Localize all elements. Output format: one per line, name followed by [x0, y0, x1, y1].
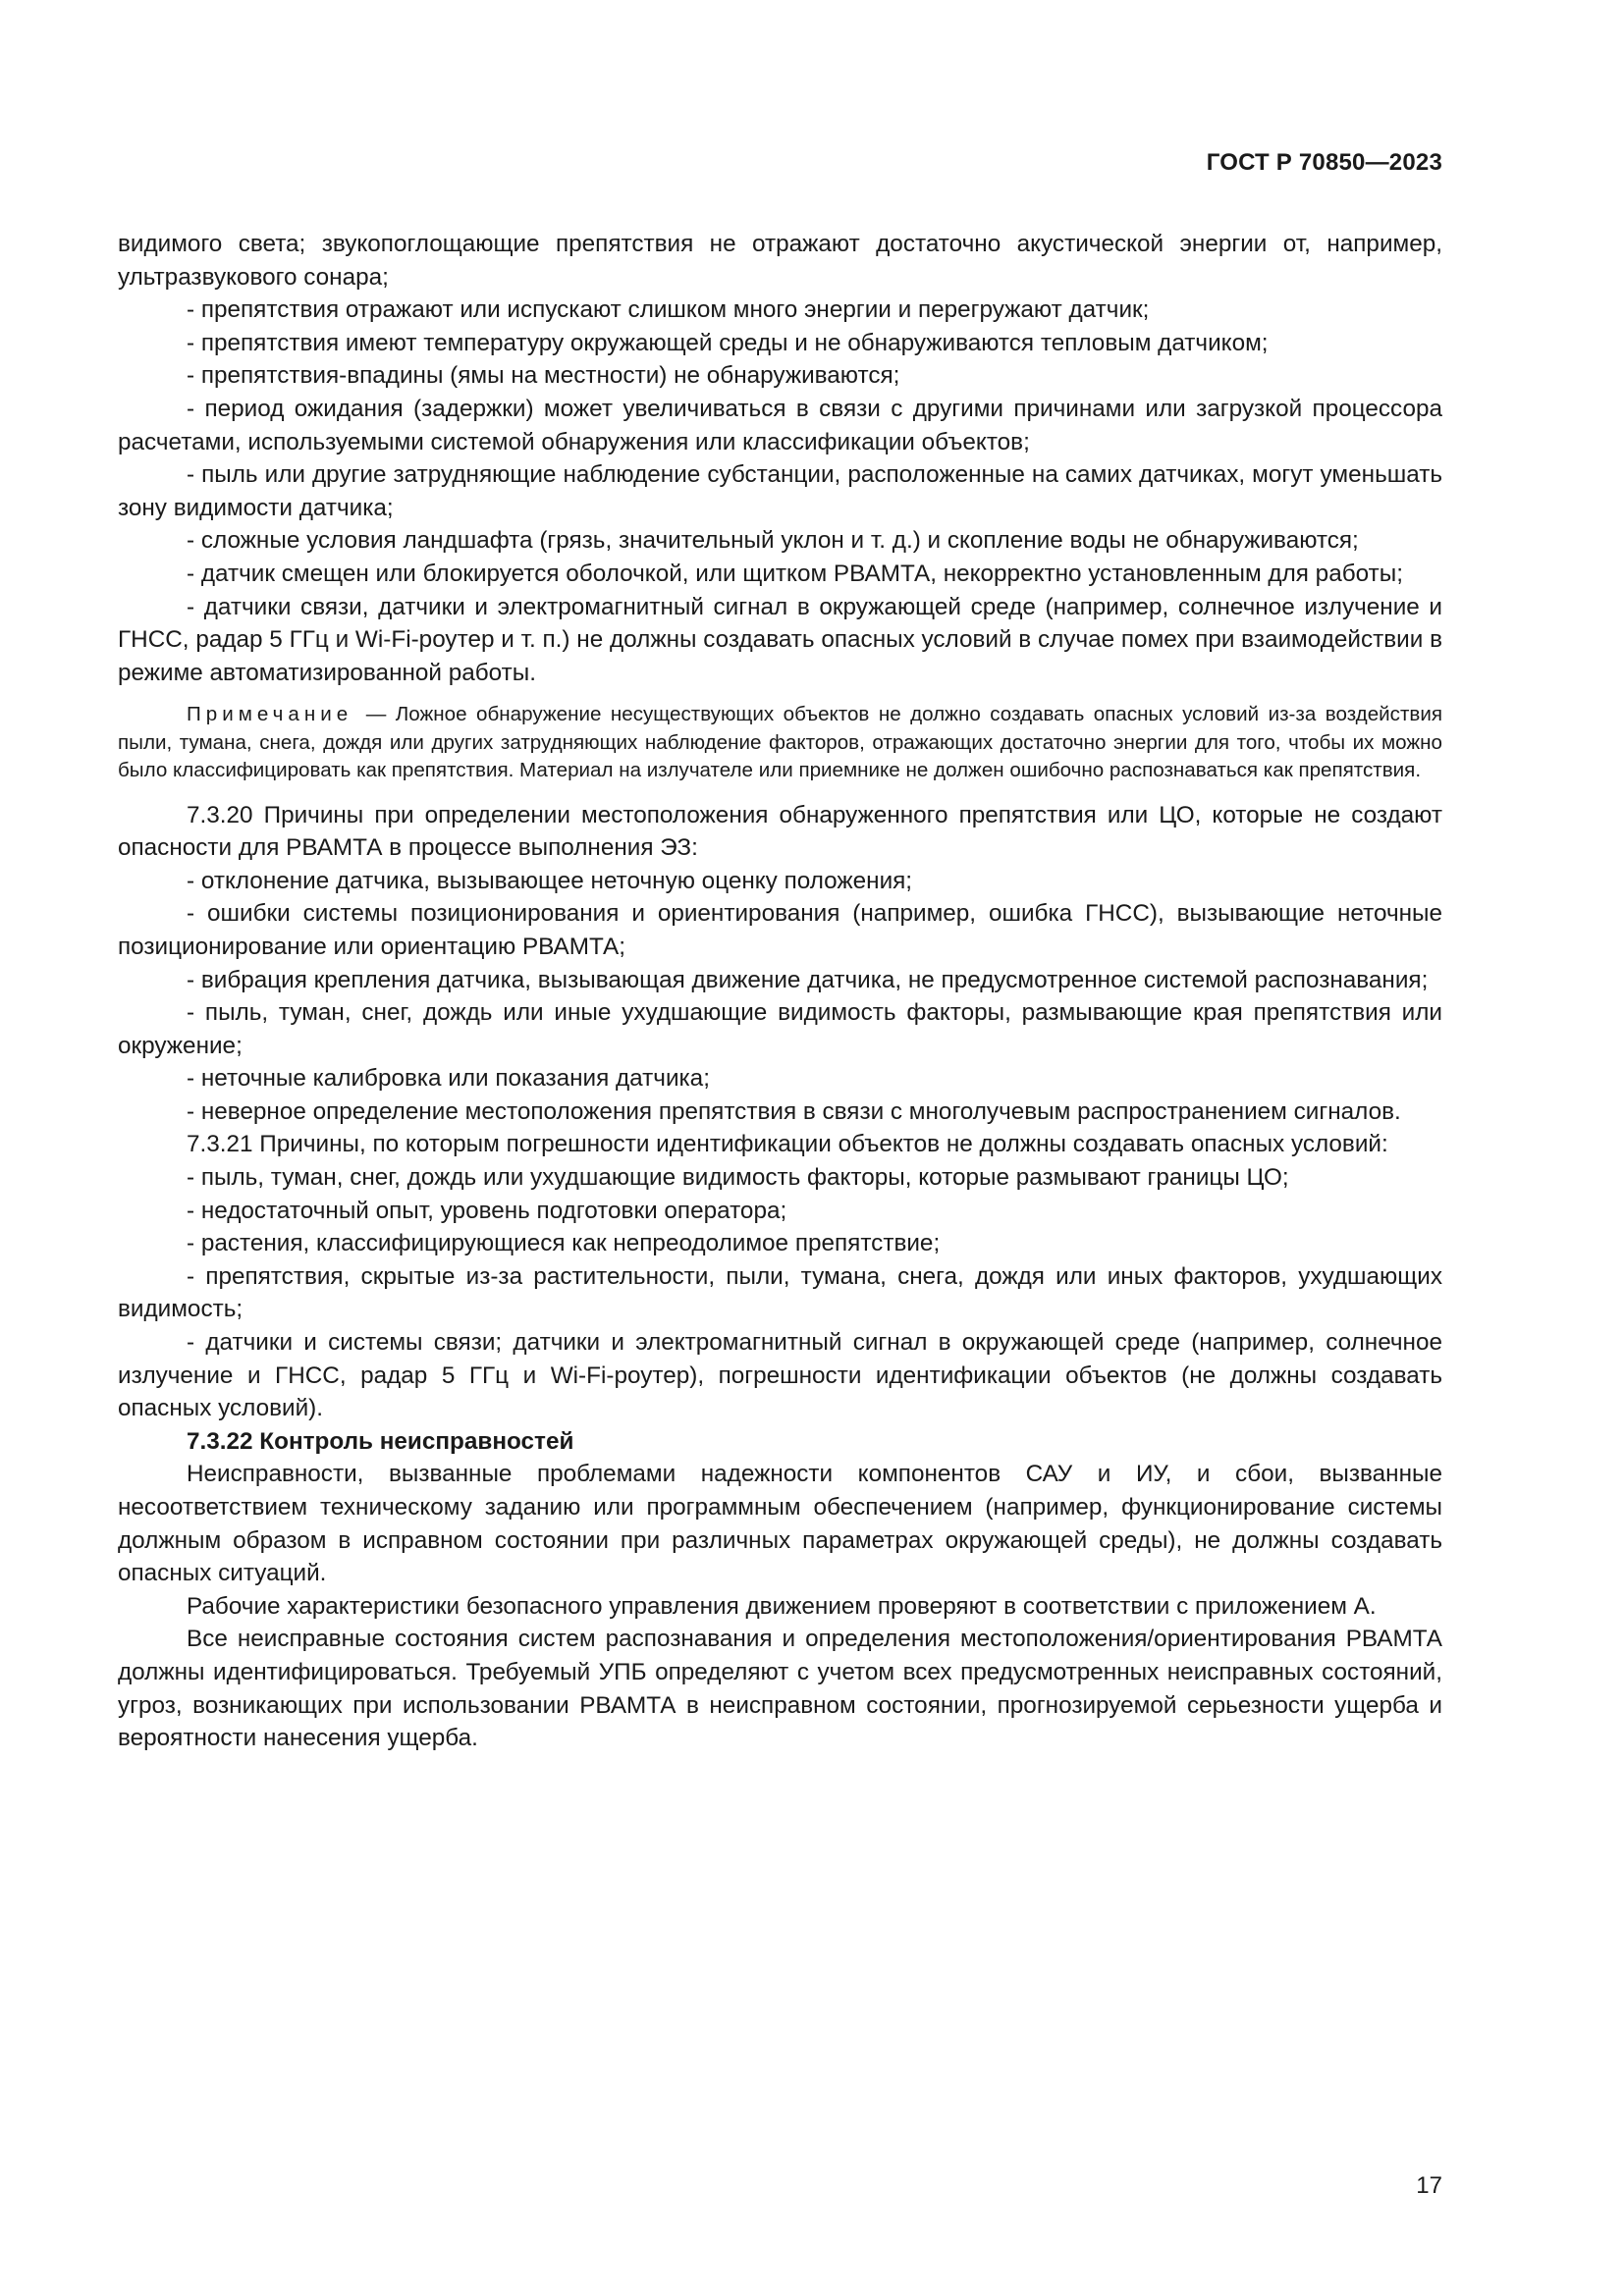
list-item: - недостаточный опыт, уровень подготовки оператора;: [187, 1197, 787, 1224]
list-item: - ошибки системы позиционирования и ориентирования (например, ошибка ГНСС), вызывающие неточные позиционирование или ориентацию РВАМТА;: [118, 900, 1442, 960]
page-number: 17: [1416, 2172, 1442, 2199]
list-item: - препятствия-впадины (ямы на местности) не обнаруживаются;: [187, 362, 900, 390]
section-heading: 7.3.22 Контроль неисправностей: [187, 1427, 574, 1455]
note: [118, 701, 1442, 784]
list-item: - пыль или другие затрудняющие наблюдение субстанции, расположенные на самих датчиках, могут уменьшать зону видимости датчика;: [118, 461, 1442, 521]
paragraph: видимого света; звукопоглощающие препятствия не отражают достаточно акустической энергии от, например, ультразвукового сонара;: [118, 231, 1442, 291]
list-item: - растения, классифицирующиеся как непреодолимое препятствие;: [187, 1230, 941, 1257]
page-body: [118, 228, 1442, 1755]
list-item: - неверное определение местоположения препятствия в связи с многолучевым распространением сигналов.: [187, 1097, 1401, 1125]
list-item: - период ожидания (задержки) может увеличиваться в связи с другими причинами или загрузкой процессора расчетами, используемыми системой обнаружения или классификации объектов;: [118, 395, 1442, 455]
list-item: - отклонение датчика, вызывающее неточную оценку положения;: [187, 867, 913, 894]
paragraph: Неисправности, вызванные проблемами надежности компонентов САУ и ИУ, и сбои, вызванные несоответствием техническому заданию или программным обеспечением (например, функционирование системы должным образом в исправном состоянии при различных параметрах окружающей среды), не должны создавать опасных ситуаций.: [118, 1461, 1442, 1587]
standard-designation: ГОСТ Р 70850—2023: [1206, 149, 1442, 176]
clause-7-3-20: 7.3.20 Причины при определении местоположения обнаруженного препятствия или ЦО, которые не создают опасности для РВАМТА в процессе выполнения ЭЗ:: [118, 801, 1442, 862]
list-item: - пыль, туман, снег, дождь или иные ухудшающие видимость факторы, размывающие края препятствия или окружение;: [118, 999, 1442, 1059]
list-item: - препятствия отражают или испускают слишком много энергии и перегружают датчик;: [187, 296, 1150, 324]
list-item: - сложные условия ландшафта (грязь, значительный уклон и т. д.) и скопление воды не обнаруживаются;: [187, 527, 1359, 555]
list-item: - препятствия, скрытые из-за растительности, пыли, тумана, снега, дождя или иных факторов, ухудшающих видимость;: [118, 1262, 1442, 1323]
note-label: Примечание: [187, 703, 353, 726]
list-item: - неточные калибровка или показания датчика;: [187, 1065, 710, 1093]
note-text: — Ложное обнаружение несуществующих объектов не должно создавать опасных условий из-за воздействия пыли, тумана, снега, дождя или других затрудняющих наблюдение факторов, отражающих достаточно энергии для того, чтобы их можно было классифицировать как препятствия. Материал на излучателе или приемнике не должен ошибочно распознаваться как препятствия.: [118, 703, 1442, 782]
list-item: - пыль, туман, снег, дождь или ухудшающие видимость факторы, которые размывают границы ЦО;: [187, 1164, 1289, 1192]
list-item: - препятствия имеют температуру окружающей среды и не обнаруживаются тепловым датчиком;: [187, 329, 1269, 356]
list-item: - датчик смещен или блокируется оболочкой, или щитком РВАМТА, некорректно установленным для работы;: [187, 560, 1403, 587]
clause-7-3-21: 7.3.21 Причины, по которым погрешности идентификации объектов не должны создавать опасных условий:: [187, 1131, 1388, 1158]
list-item: - датчики связи, датчики и электромагнитный сигнал в окружающей среде (например, солнечное излучение и ГНСС, радар 5 ГГц и Wi-Fi-роутер и т. п.) не должны создавать опасных условий в случае помех при взаимодействии в режиме автоматизированной работы.: [118, 593, 1442, 686]
list-item: - вибрация крепления датчика, вызывающая движение датчика, не предусмотренное системой распознавания;: [187, 966, 1429, 993]
paragraph: Все неисправные состояния систем распознавания и определения местоположения/ориентирования РВАМТА должны идентифицироваться. Требуемый УПБ определяют с учетом всех предусмотренных неисправных состояний, угроз, возникающих при использовании РВАМТА в неисправном состоянии, прогнозируемой серьезности ущерба и вероятности нанесения ущерба.: [118, 1626, 1442, 1752]
list-item: - датчики и системы связи; датчики и электромагнитный сигнал в окружающей среде (например, солнечное излучение и ГНСС, радар 5 ГГц и Wi-Fi-роутер), погрешности идентификации объектов (не должны создавать опасных условий).: [118, 1329, 1442, 1422]
paragraph: Рабочие характеристики безопасного управления движением проверяют в соответствии с приложением А.: [187, 1592, 1377, 1620]
